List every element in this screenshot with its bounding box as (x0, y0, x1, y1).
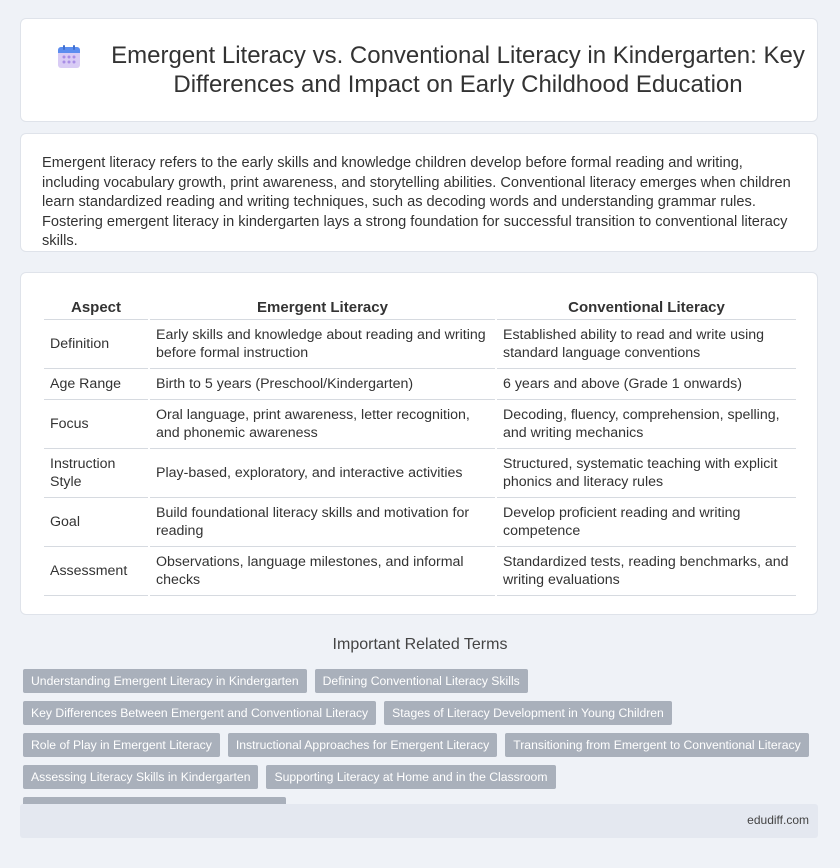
related-terms-title: Important Related Terms (332, 636, 508, 653)
table-cell-conventional: Established ability to read and write using standard language conventions (497, 320, 796, 369)
table-row (44, 369, 796, 400)
footer-site-link[interactable]: edudiff.com (747, 813, 809, 827)
header-emergent: Emergent Literacy (150, 293, 495, 320)
table-cell-emergent: Play-based, exploratory, and interactive activities (150, 449, 495, 498)
table-row (44, 320, 796, 369)
table-cell-conventional: Develop proficient reading and writing competence (497, 498, 796, 547)
calendar-grid-icon (56, 44, 82, 70)
table-cell-emergent: Birth to 5 years (Preschool/Kindergarten) (150, 369, 495, 400)
table-header-row (44, 293, 796, 320)
related-term-tag[interactable]: Key Differences Between Emergent and Conventional Literacy (23, 701, 376, 725)
table-cell-aspect: Definition (44, 320, 148, 369)
table-row (44, 449, 796, 498)
related-term-tag[interactable]: Supporting Literacy at Home and in the Classroom (266, 765, 555, 789)
table-cell-emergent: Oral language, print awareness, letter recognition, and phonemic awareness (150, 400, 495, 449)
related-terms-list (23, 669, 823, 821)
comparison-card (20, 272, 818, 615)
intro-paragraph: Emergent literacy refers to the early skills and knowledge children develop before formal reading and writing, including vocabulary growth, print awareness, and storytelling abilities. Conventional literacy emerges when children learn standardized reading and writing techniques, such as decoding words and understanding grammar rules. Fostering emergent literacy in kindergarten lays a strong foundation for successful transition to conventional literacy skills. (42, 155, 791, 250)
table-cell-conventional: Decoding, fluency, comprehension, spelling, and writing mechanics (497, 400, 796, 449)
header-conventional: Conventional Literacy (497, 293, 796, 320)
table-cell-emergent: Build foundational literacy skills and motivation for reading (150, 498, 495, 547)
table-row (44, 498, 796, 547)
related-term-tag[interactable]: Assessing Literacy Skills in Kindergarten (23, 765, 258, 789)
related-term-tag[interactable]: Understanding Emergent Literacy in Kindergarten (23, 669, 307, 693)
table-row (44, 400, 796, 449)
table-cell-aspect: Focus (44, 400, 148, 449)
footer (20, 804, 818, 838)
table-cell-aspect: Instruction Style (44, 449, 148, 498)
related-term-tag[interactable]: Role of Play in Emergent Literacy (23, 733, 220, 757)
related-term-tag[interactable]: Defining Conventional Literacy Skills (315, 669, 528, 693)
table-cell-conventional: Standardized tests, reading benchmarks, and writing evaluations (497, 547, 796, 596)
table-cell-aspect: Assessment (44, 547, 148, 596)
comparison-table (42, 293, 798, 596)
intro-card (20, 133, 818, 252)
table-cell-aspect: Goal (44, 498, 148, 547)
table-cell-conventional: 6 years and above (Grade 1 onwards) (497, 369, 796, 400)
related-term-tag[interactable]: Instructional Approaches for Emergent Literacy (228, 733, 497, 757)
table-cell-aspect: Age Range (44, 369, 148, 400)
table-cell-emergent: Early skills and knowledge about reading and writing before formal instruction (150, 320, 495, 369)
table-cell-emergent: Observations, language milestones, and informal checks (150, 547, 495, 596)
header-aspect: Aspect (44, 293, 148, 320)
related-term-tag[interactable]: Transitioning from Emergent to Conventional Literacy (505, 733, 808, 757)
page-title: Emergent Literacy vs. Conventional Literacy in Kindergarten: Key Differences and Impact on Early Childhood Education (111, 42, 805, 98)
table-row (44, 547, 796, 596)
related-term-tag[interactable]: Stages of Literacy Development in Young Children (384, 701, 672, 725)
table-cell-conventional: Structured, systematic teaching with explicit phonics and literacy rules (497, 449, 796, 498)
